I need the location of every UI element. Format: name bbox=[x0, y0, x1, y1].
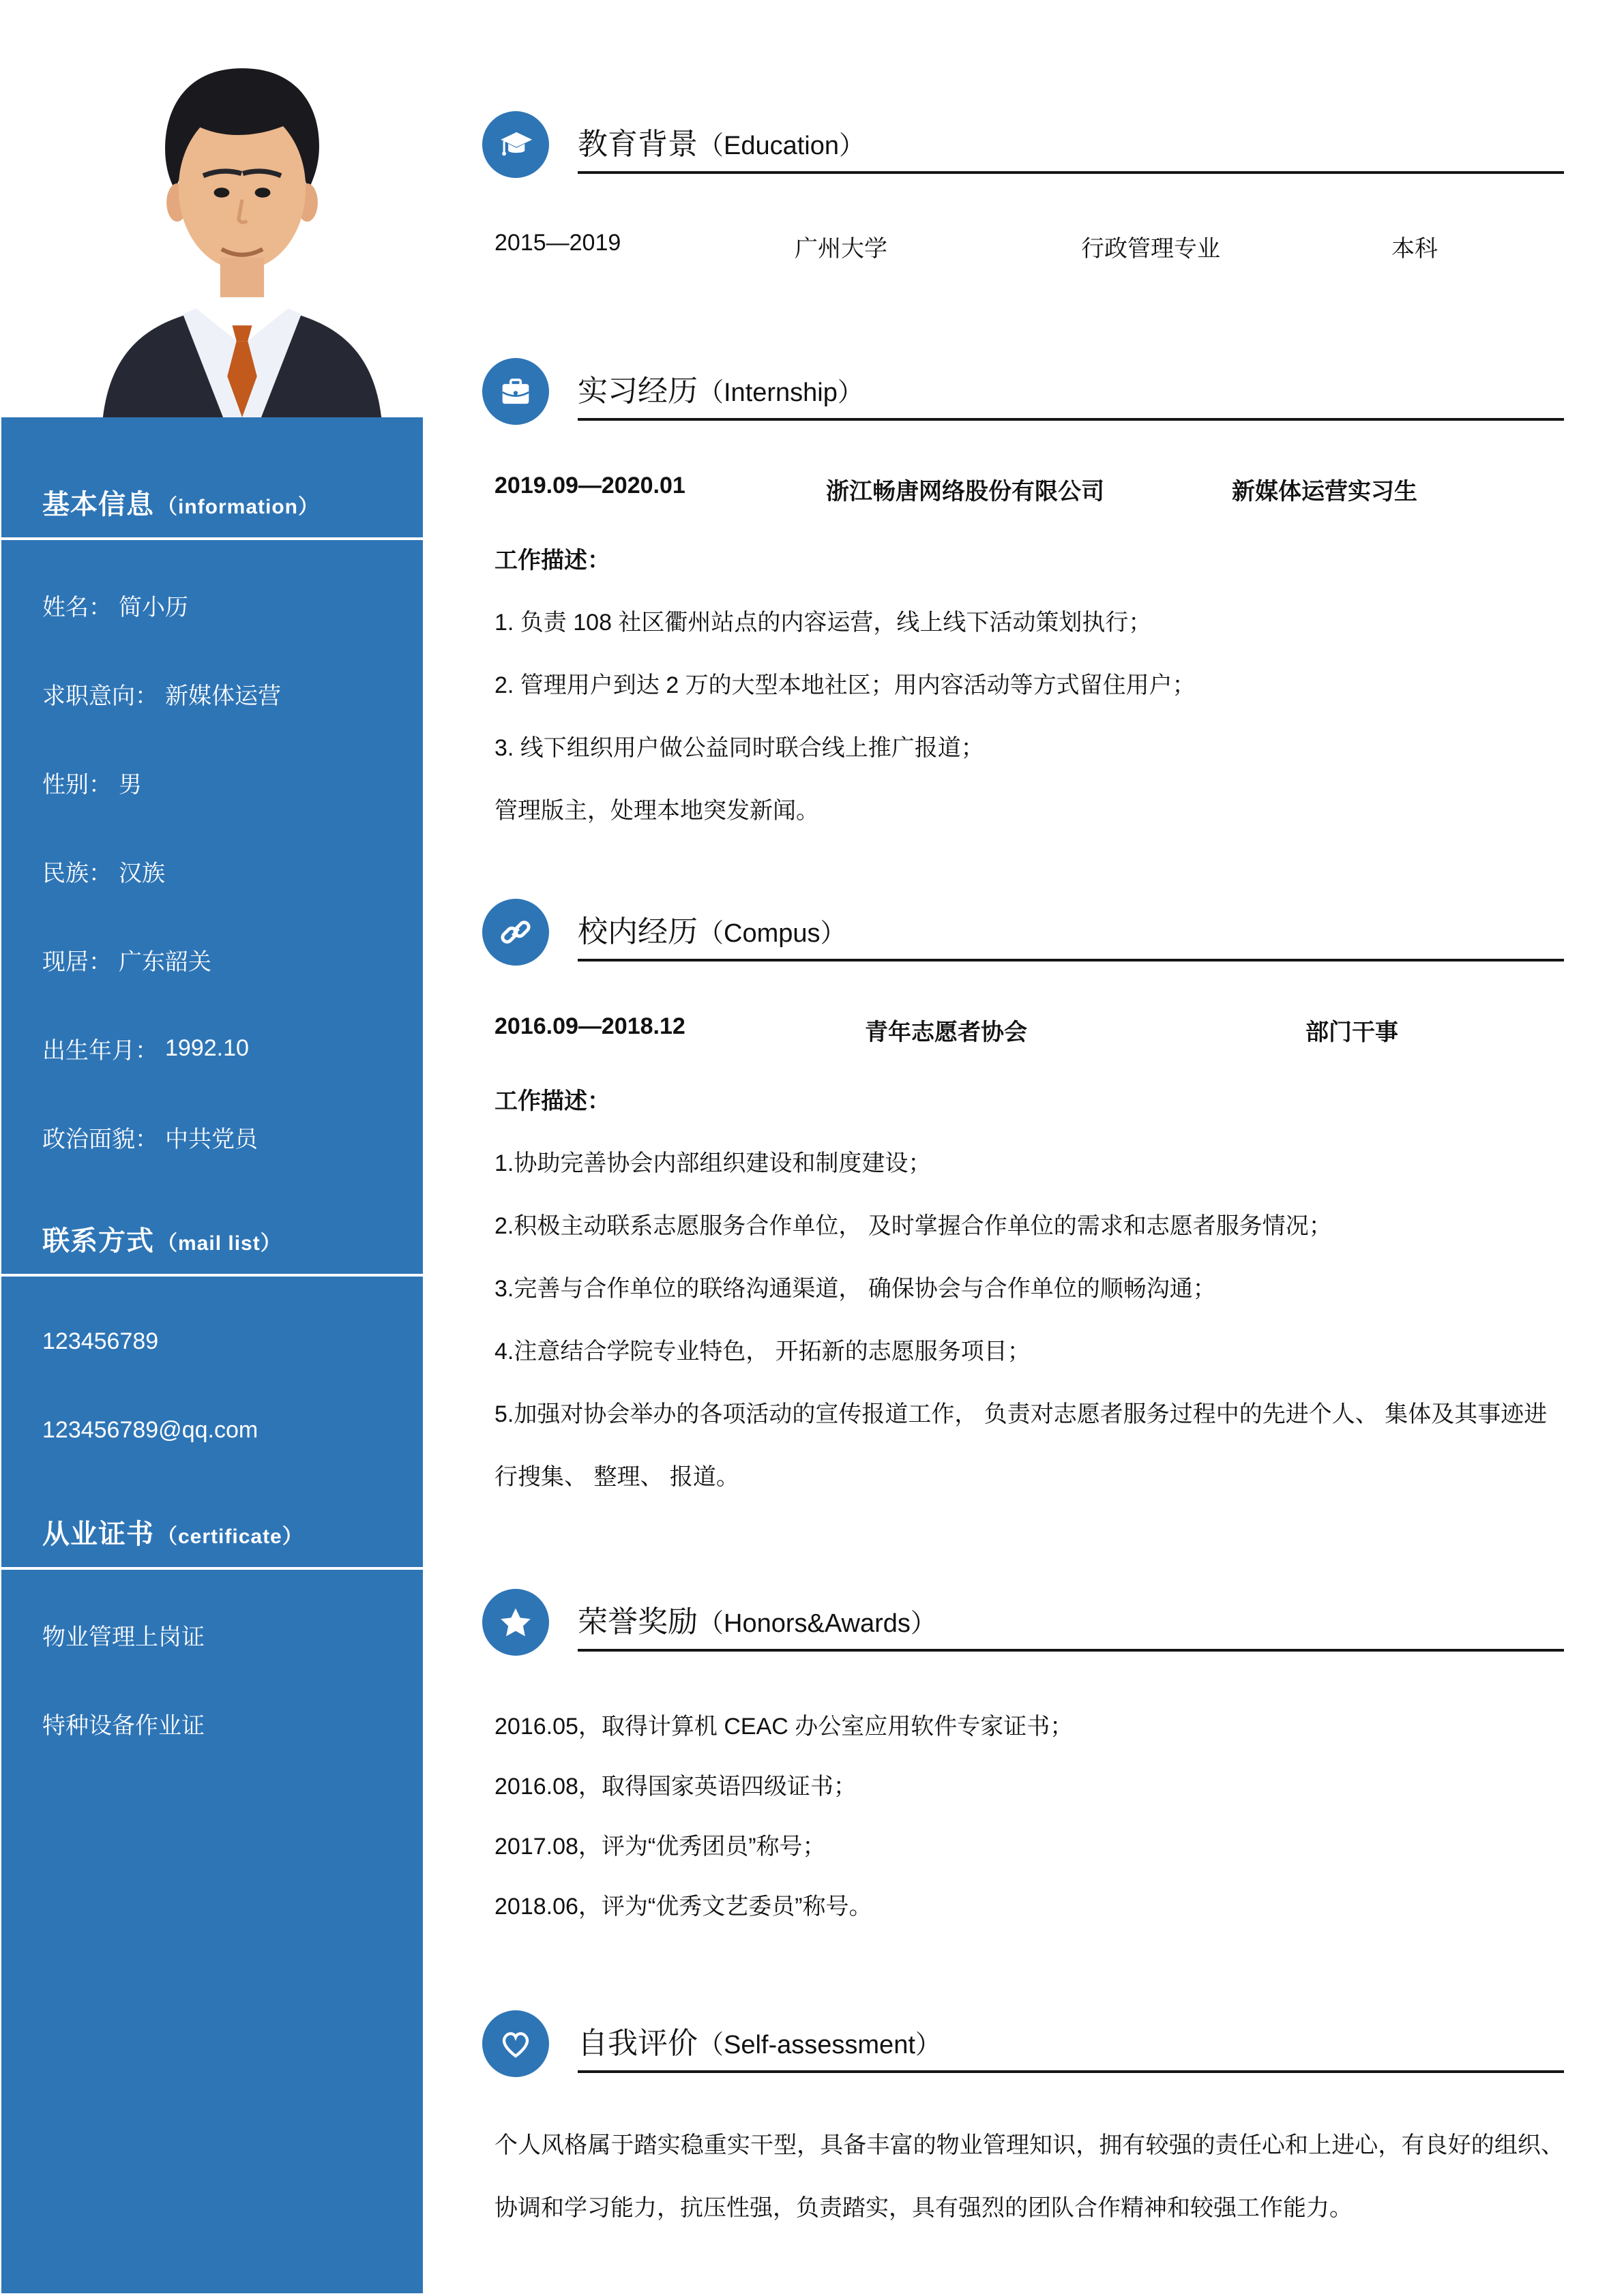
section-rule bbox=[578, 959, 1564, 961]
contact-title-en: （mail list） bbox=[157, 1232, 282, 1255]
sidebar bbox=[1, 417, 423, 2293]
section-education bbox=[494, 111, 1564, 263]
graduation-cap-icon bbox=[482, 111, 549, 178]
info-label: 性别： bbox=[42, 771, 112, 798]
honors-item: 2016.08，取得国家英语四级证书； bbox=[494, 1774, 857, 1800]
certificate-item: 物业管理上岗证 bbox=[42, 1624, 205, 1650]
honors-list bbox=[494, 1697, 1564, 1937]
section-rule bbox=[578, 171, 1564, 174]
education-title-en: （Education） bbox=[698, 132, 866, 160]
internship-row bbox=[494, 473, 1564, 506]
profile-photo bbox=[72, 27, 413, 417]
info-value: 1992.10 bbox=[165, 1034, 249, 1061]
internship-bullet: 2. 管理用户到达 2 万的大型本地社区；用内容活动等方式留住用户； bbox=[494, 672, 1196, 698]
internship-desc-label: 工作描述： bbox=[494, 548, 610, 573]
internship-role: 新媒体运营实习生 bbox=[1232, 479, 1417, 505]
campus-bullet: 1.协助完善协会内部组织建设和制度建设； bbox=[494, 1150, 932, 1176]
contact-email: 123456789@qq.com bbox=[42, 1416, 259, 1443]
info-row-gender bbox=[42, 738, 400, 826]
campus-bullets bbox=[494, 1132, 1564, 1508]
info-row-residence bbox=[42, 915, 400, 1004]
basic-info-list bbox=[1, 561, 423, 1181]
section-internship bbox=[494, 358, 1564, 842]
sidebar-section-contact bbox=[1, 1181, 423, 1474]
info-label: 出生年月： bbox=[42, 1037, 158, 1064]
info-value: 男 bbox=[119, 771, 142, 798]
education-school: 广州大学 bbox=[795, 236, 887, 262]
section-honors bbox=[494, 1589, 1564, 1937]
sidebar-section-basic-info bbox=[1, 417, 423, 1181]
section-rule bbox=[578, 2070, 1564, 2073]
campus-period: 2016.09—2018.12 bbox=[494, 1013, 685, 1039]
info-row-name bbox=[42, 561, 400, 649]
self-assessment-title-cn: 自我评价 bbox=[578, 2027, 698, 2060]
info-value: 新媒体运营 bbox=[165, 683, 281, 709]
campus-title-cn: 校内经历 bbox=[578, 915, 698, 949]
info-value: 汉族 bbox=[119, 860, 165, 886]
contact-list bbox=[1, 1297, 423, 1474]
internship-bullet: 1. 负责 108 社区衢州站点的内容运营，线上线下活动策划执行； bbox=[494, 610, 1152, 636]
info-row-political bbox=[42, 1092, 400, 1181]
contact-title-cn: 联系方式 bbox=[42, 1226, 154, 1256]
section-self-assessment bbox=[494, 2010, 1564, 2239]
internship-bullet: 管理版主，处理本地突发新闻。 bbox=[494, 798, 819, 824]
education-degree: 本科 bbox=[1391, 236, 1438, 262]
campus-bullet: 3.完善与合作单位的联络沟通渠道， 确保协会与合作单位的顺畅沟通； bbox=[494, 1276, 1216, 1302]
chain-link-icon bbox=[482, 899, 549, 966]
education-major: 行政管理专业 bbox=[1081, 236, 1220, 262]
sidebar-section-certificates bbox=[1, 1474, 423, 1768]
campus-bullet: 2.积极主动联系志愿服务合作单位， 及时掌握合作单位的需求和志愿者服务情况； bbox=[494, 1213, 1332, 1239]
campus-desc-label: 工作描述： bbox=[494, 1088, 610, 1114]
education-title-cn: 教育背景 bbox=[578, 128, 698, 161]
info-row-birth bbox=[42, 1004, 400, 1092]
certificates-title-cn: 从业证书 bbox=[42, 1519, 154, 1549]
internship-title-cn: 实习经历 bbox=[578, 374, 698, 408]
sidebar-divider bbox=[1, 1567, 423, 1570]
star-icon bbox=[482, 1589, 549, 1656]
education-header bbox=[494, 111, 1564, 178]
education-row bbox=[494, 230, 1564, 263]
section-campus bbox=[494, 899, 1564, 1508]
self-assessment-text: 个人风格属于踏实稳重实干型，具备丰富的物业管理知识，拥有较强的责任心和上进心，有良好的组织、协调和学习能力，抗压性强，负责踏实，具有强烈的团队合作精神和较强工作能力。 bbox=[494, 2132, 1564, 2221]
internship-bullet: 3. 线下组织用户做公益同时联合线上推广报道； bbox=[494, 735, 984, 761]
campus-bullet: 4.注意结合学院专业特色， 开拓新的志愿服务项目； bbox=[494, 1339, 1031, 1365]
internship-bullets bbox=[494, 591, 1564, 842]
campus-bullet: 5.加强对协会举办的各项活动的宣传报道工作， 负责对志愿者服务过程中的先进个人、 集体及其事迹进行搜集、 整理、 报道。 bbox=[494, 1401, 1548, 1490]
sidebar-divider bbox=[1, 537, 423, 540]
internship-title bbox=[578, 358, 1564, 426]
info-value: 中共党员 bbox=[165, 1126, 258, 1152]
honors-header bbox=[494, 1589, 1564, 1656]
honors-title-cn: 荣誉奖励 bbox=[578, 1605, 698, 1639]
info-row-ethnicity bbox=[42, 826, 400, 915]
internship-period: 2019.09—2020.01 bbox=[494, 473, 685, 498]
briefcase-icon bbox=[482, 358, 549, 425]
internship-header bbox=[494, 358, 1564, 425]
certificates-title-en: （certificate） bbox=[157, 1525, 304, 1548]
info-label: 民族： bbox=[42, 860, 112, 886]
honors-item: 2018.06，评为“优秀文艺委员”称号。 bbox=[494, 1894, 872, 1920]
self-assessment-title-en: （Self-assessment） bbox=[698, 2031, 941, 2059]
certificate-item: 特种设备作业证 bbox=[42, 1712, 205, 1739]
info-value: 简小历 bbox=[119, 594, 188, 621]
honors-title-en: （Honors&Awards） bbox=[698, 1609, 936, 1638]
campus-title bbox=[578, 899, 1564, 967]
section-rule bbox=[578, 418, 1564, 421]
internship-company: 浙江畅唐网络股份有限公司 bbox=[826, 479, 1104, 505]
campus-organization: 青年志愿者协会 bbox=[865, 1019, 1027, 1045]
campus-row bbox=[494, 1013, 1564, 1047]
internship-title-en: （Internship） bbox=[698, 378, 863, 407]
info-label: 政治面貌： bbox=[42, 1126, 158, 1152]
heart-icon bbox=[482, 2010, 549, 2077]
basic-info-title bbox=[1, 417, 423, 526]
self-assessment-title bbox=[578, 2010, 1564, 2078]
honors-title bbox=[578, 1589, 1564, 1657]
campus-header bbox=[494, 899, 1564, 966]
education-title bbox=[578, 111, 1564, 179]
contact-phone: 123456789 bbox=[42, 1328, 159, 1354]
info-label: 姓名： bbox=[42, 594, 112, 621]
campus-title-en: （Compus） bbox=[698, 919, 846, 948]
info-row-objective bbox=[42, 649, 400, 738]
honors-item: 2017.08，评为“优秀团员”称号； bbox=[494, 1834, 826, 1860]
sidebar-divider bbox=[1, 1274, 423, 1277]
info-label: 求职意向： bbox=[42, 683, 158, 709]
certificates-title bbox=[1, 1474, 423, 1556]
honors-item: 2016.05，取得计算机 CEAC 办公室应用软件专家证书； bbox=[494, 1714, 1074, 1740]
education-period: 2015—2019 bbox=[494, 230, 621, 256]
info-label: 现居： bbox=[42, 949, 112, 975]
campus-role: 部门干事 bbox=[1305, 1019, 1398, 1045]
basic-info-title-en: （information） bbox=[157, 496, 319, 518]
section-rule bbox=[578, 1649, 1564, 1652]
basic-info-title-cn: 基本信息 bbox=[42, 490, 154, 520]
self-assessment-header bbox=[494, 2010, 1564, 2077]
info-value: 广东韶关 bbox=[119, 949, 211, 975]
contact-title bbox=[1, 1181, 423, 1263]
main-content bbox=[494, 0, 1564, 2239]
certificates-list bbox=[1, 1590, 423, 1768]
